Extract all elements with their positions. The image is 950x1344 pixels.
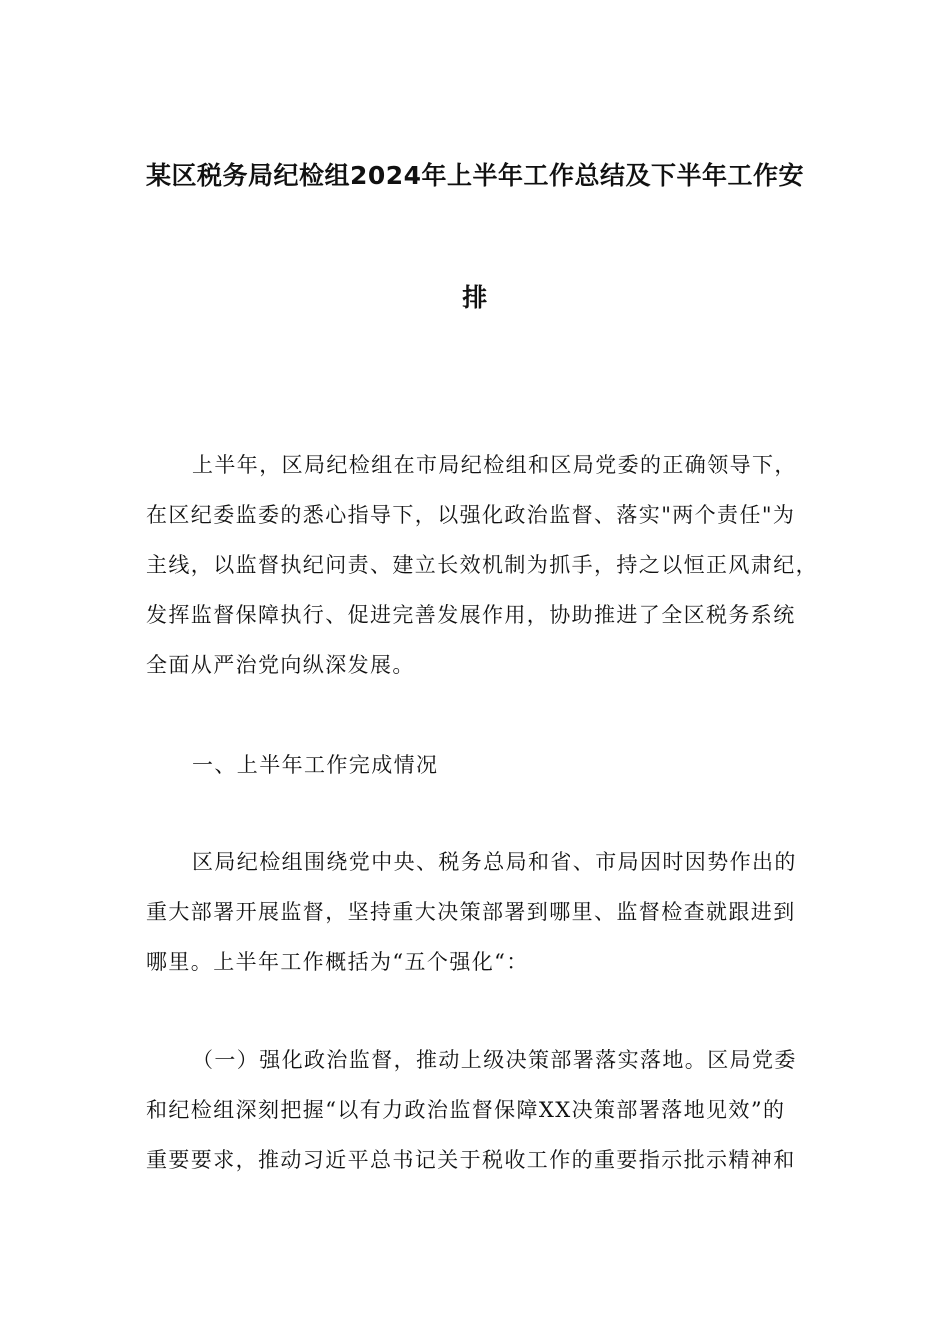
paragraph-line: 在区纪委监委的悉心指导下，以强化政治监督、落实"两个责任"为 (146, 503, 796, 527)
paragraph-line: 上半年，区局纪检组在市局纪检组和区局党委的正确领导下， (192, 453, 797, 477)
paragraph-line: 哪里。上半年工作概括为“五个强化“： (146, 950, 529, 974)
paragraph-line: （一）强化政治监督，推动上级决策部署落实落地。区局党委 (192, 1048, 797, 1072)
paragraph-line: 发挥监督保障执行、促进完善发展作用，协助推进了全区税务系统 (146, 603, 796, 627)
document-title-line-2: 排 (462, 283, 488, 312)
paragraph-line: 重大部署开展监督，坚持重大决策部署到哪里、监督检查就跟进到 (146, 900, 796, 924)
document-title-line-1: 某区税务局纪检组2024年上半年工作总结及下半年工作安 (145, 161, 805, 190)
paragraph-line: 重要要求，推动习近平总书记关于税收工作的重要指示批示精神和 (146, 1148, 796, 1172)
paragraph-line: 主线，以监督执纪问责、建立长效机制为抓手，持之以恒正风肃纪， (146, 553, 818, 577)
overview-paragraph (146, 837, 826, 987)
paragraph-line: 和纪检组深刻把握“以有力政治监督保障XX决策部署落地见效”的 (146, 1098, 786, 1122)
paragraph-line: 区局纪检组围绕党中央、税务总局和省、市局因时因势作出的 (192, 850, 797, 874)
section-heading-1 (146, 740, 826, 790)
item-1-paragraph (146, 1035, 826, 1185)
section-heading-text: 一、上半年工作完成情况 (192, 753, 439, 777)
paragraph-line: 全面从严治党向纵深发展。 (146, 653, 415, 677)
intro-paragraph (146, 440, 826, 690)
